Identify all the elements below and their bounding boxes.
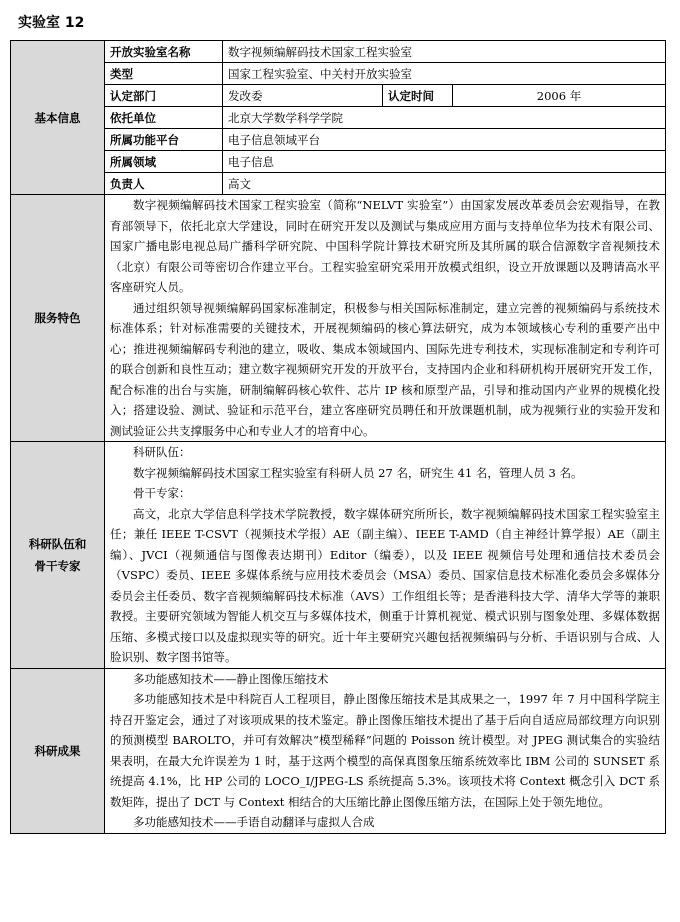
category-team-line1: 科研队伍和: [28, 536, 87, 551]
time-value: 2006 年: [453, 85, 666, 107]
category-team-line2: 骨干专家: [34, 558, 81, 573]
results-paragraph: 多功能感知技术——静止图像压缩技术: [133, 671, 329, 686]
row-host: [11, 107, 666, 129]
team-text: [105, 442, 666, 669]
name-label: 开放实验室名称: [105, 41, 223, 63]
platform-label: 所属功能平台: [105, 129, 223, 151]
category-team: [11, 442, 105, 669]
time-label: 认定时间: [383, 85, 453, 107]
type-value: 国家工程实验室、中关村开放实验室: [223, 63, 666, 85]
dept-label: 认定部门: [105, 85, 223, 107]
service-text: [105, 195, 666, 442]
results-text: [105, 668, 666, 833]
row-platform: [11, 129, 666, 151]
field-value: 电子信息: [223, 151, 666, 173]
team-paragraph: 科研队伍：: [133, 445, 191, 459]
team-paragraph: 数字视频编解码技术国家工程实验室有科研人员 27 名，研究生 41 名，管理人员 3 名。: [133, 465, 583, 480]
host-value: 北京大学数学科学学院: [223, 107, 666, 129]
lab-info-table: [10, 40, 666, 834]
category-results: 科研成果: [11, 668, 105, 833]
host-label: 依托单位: [105, 107, 223, 129]
dept-value: 发改委: [223, 85, 383, 107]
field-label: 所属领域: [105, 151, 223, 173]
name-value: 数字视频编解码技术国家工程实验室: [223, 41, 666, 63]
results-paragraph: 多功能感知技术——手语自动翻译与虚拟人合成: [133, 815, 375, 829]
row-name: [11, 41, 666, 63]
category-service: 服务特色: [11, 195, 105, 442]
service-paragraph: 通过组织领导视频编解码国家标准制定，积极参与相关国际标准制定，建立完善的视频编码与系统技术标准体系；针对标准需要的关键技术，开展视频编码的核心算法研究，成为本领域核心专利的重要产出中心；推进视频编解码专利池的建立，吸收、集成本领域国内、国际先进专利技术，实现标准制定和专利许可的联合创新和良性互动；建立数字视频研究开发的开放平台，支持国内企业和科研机构开展研究开发工作，配合标准的出台与实施，研制编解码核心软件、芯片 IP 核和原型产品，引导和推动国内产业界的规模化投入；搭建设验、测试、验证和示范平台，建立客座研究员聘任和开放课题机制，成为视频行业的实验开发和测试验证公共支撑服务中心和专业人才的培育中心。: [110, 300, 660, 438]
row-leader: [11, 173, 666, 195]
team-paragraph: 骨干专家：: [133, 486, 191, 500]
platform-value: 电子信息领域平台: [223, 129, 666, 151]
row-dept: [11, 85, 666, 107]
category-basic: 基本信息: [11, 41, 105, 195]
team-paragraph: 高文，北京大学信息科学技术学院教授，数字媒体研究所所长，数字视频编解码技术国家工程实验室主任；兼任 IEEE T-CSVT（视频技术学报）AE（副主编）、IEEE T-AMD（自主神经计算学报）AE（副主编）、JVCI（视频通信与图像表达期刊）Editor（编委），以及 IEEE 视频信号处理和通信技术委员会（VSPC）委员、IEEE 多媒体系统与应用技术委员会（MSA）委员、国家信息技术标准化委员会多媒体分委员会主任委员、数字音视频编解码技术标准（AVS）工作组组长等；是香港科技大学、清华大学等的兼职教授。主要研究领域为智能人机交互与多媒体技术，侧重于计算机视觉、模式识别与图象处理、多媒体数据压缩、多模式接口以及虚拟现实等的研究。近十年主要研究兴趣包括视频编码与分析、手语识别与合成、人脸识别、数字图书馆等。: [110, 506, 660, 664]
leader-label: 负责人: [105, 173, 223, 195]
results-paragraph: 多功能感知技术是中科院百人工程项目，静止图像压缩技术是其成果之一，1997 年 7 月中国科学院主持召开鉴定会，通过了对该项成果的技术鉴定。静止图像压缩技术提出了基于后向自适应局部纹理方向识别的预测模型 BAROLTO，并可有效解决“模型稀释”问题的 Poisson 统计模型。对 JPEG 测试集合的实验结果表明，在最大允许误差为 1 时，基于这两个模型的高保真图象压缩系统效率比 IBM 公司的 SUNSET 系统提高 4.1%，比 HP 公司的 LOCO_Ⅰ/JPEG-LS 系统提高 5.3%。该项技术将 Context 概念引入 DCT 系数矩阵，提出了 DCT 与 Context 相结合的大压缩比静止图像压缩方法，在国际上处于领先地位。: [110, 692, 660, 809]
type-label: 类型: [105, 63, 223, 85]
row-field: [11, 151, 666, 173]
service-paragraph: 数字视频编解码技术国家工程实验室（简称“NELVT 实验室”）由国家发展改革委员会宏观指导，在教育部领导下，依托北京大学建设，同时在研究开发以及测试与集成应用方面与支持单位华为技术有限公司、国家广播电影电视总局广播科学研究院、中国科学院计算技术研究所及其所属的联合信源数字音视频技术（北京）有限公司等密切合作建立平台。工程实验室研究采用开放模式组织，设立开放课题以及聘请高水平客座研究人员。: [110, 198, 660, 294]
page-title: 实验室 12: [18, 15, 85, 31]
row-team: [11, 442, 666, 669]
row-service: [11, 195, 666, 442]
row-results: [11, 668, 666, 833]
leader-value: 高文: [223, 173, 666, 195]
row-type: [11, 63, 666, 85]
